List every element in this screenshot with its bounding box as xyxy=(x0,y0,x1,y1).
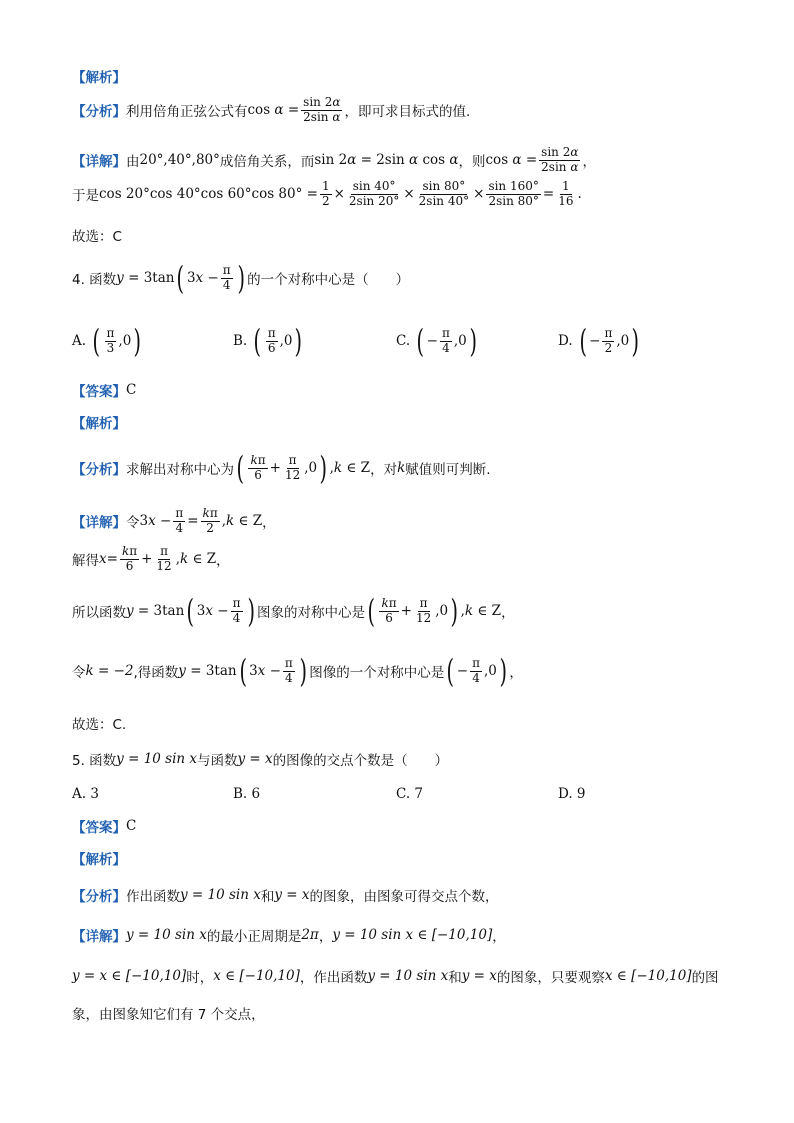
q4-stem-pre: 4. 函数 xyxy=(72,272,117,288)
q4-option-a[interactable]: A. ( $\frac{\pi}{3}$ ,0 ) xyxy=(72,322,142,360)
q5-stem: 5. 函数 y = 10 sin x 与函数 y = x 的图像的交点个数是（ ） xyxy=(72,751,449,769)
q5-option-b[interactable]: B. 6 xyxy=(233,786,261,802)
fraction-pi-4: $\frac{\pi}{4}$ xyxy=(222,262,231,292)
fraction-sin2a-over-2sina: $\frac{\sin 2\alpha}{\text{2sin α}}$ xyxy=(303,95,341,124)
section-label-jiexi: 【解析】 xyxy=(72,70,126,86)
fraction-sin160-2sin80: $\frac{\sin 160^\circ}{2\sin 80^\circ}$ xyxy=(488,179,539,208)
q3-product: cos 20°cos 40°cos 60°cos 80° = xyxy=(99,186,318,203)
fraction-sin2a-over-2sina-2: $\frac{\sin 2\alpha}{\text{2sin α}}$ xyxy=(541,145,579,174)
q3-xiangjie-c: ，则 xyxy=(458,154,486,171)
q5-xiangjie-line2: y = x ∈ [−10,10] 时， x ∈ [−10,10] ，作出函数 y = 10 sin x 和 y = x 的图象，只要观察 x ∈ [−10,10] 的图 xyxy=(72,968,719,986)
q5-xiangjie-line1: 【详解】 y = 10 sin x 的最小正周期是 2π ， y = 10 sin x ∈ [−10,10] ， xyxy=(72,927,506,945)
tag-daan: 【答案】 xyxy=(72,384,126,400)
q5-answer-line: 【答案】 C xyxy=(72,818,137,836)
q4-stem: 4. 函数 y = 3tan ( 3x − $\frac{\pi}{4}$ ) 的一个对称中心是（ ） xyxy=(72,259,410,297)
q5-option-c[interactable]: C. 7 xyxy=(396,786,424,802)
q3-angles: 20°,40°,80° xyxy=(139,152,220,169)
q3-product-line: 于是 cos 20°cos 40°cos 60°cos 80° = $\frac{1}{2}$ × $\frac{\sin 40^\circ}{2\sin 20^\circ}$ × $\frac{\sin 80^\circ}{2\sin 40^\circ}$ × $\frac{\sin 160^\circ}{2\sin 80^\circ}$ = $\frac{1}{16}$ . xyxy=(72,179,582,208)
q4-fenxi-line: 【分析】 求解出对称中心为 ( $\frac{k\pi}{6}$ + $\frac{\pi}{12}$ ,0 ) ,k ∈ Z ，对 k 赋值则可判断. xyxy=(72,449,491,487)
q5-xiangjie-line3: 象，由图象知它们有 7 个交点， xyxy=(72,1007,265,1023)
q4-jiede-line: 解得 x = $\frac{k\pi}{6}$ + $\frac{\pi}{12}$ ,k ∈ Z ， xyxy=(72,544,230,573)
tag-xiangjie: 【详解】 xyxy=(72,154,126,171)
q5-answer: C xyxy=(126,818,137,834)
q3-fenxi-line xyxy=(72,96,470,125)
fraction-1-16: $\frac{1}{16}$ xyxy=(558,179,574,208)
q3-xiangjie-b: 成倍角关系，而 xyxy=(219,154,315,171)
fraction-sin40-2sin20: $\frac{\sin 40^\circ}{2\sin 20^\circ}$ xyxy=(348,179,400,208)
q4-answer: C xyxy=(126,382,137,398)
fraction-1-2: $\frac{1}{2}$ xyxy=(321,179,330,208)
q4-choice: 故选：C. xyxy=(72,717,127,733)
cos-alpha-2: cos α = xyxy=(485,152,538,169)
q4-stem-post: 的一个对称中心是（ ） xyxy=(247,272,410,288)
q3-yushi: 于是 xyxy=(72,188,99,205)
q5-fenxi-line: 【分析】 作出函数 y = 10 sin x 和 y = x 的图象，由图象可得交点个数， xyxy=(72,887,499,905)
q4-answer-line xyxy=(72,380,136,400)
q4-option-d[interactable]: D. ( − $\frac{\pi}{2}$ ,0 ) xyxy=(558,322,640,360)
tag-fenxi: 【分析】 xyxy=(72,104,126,121)
q4-jiexi: 【解析】 xyxy=(72,416,126,432)
double-angle-formula: sin 2α = 2sin α cos α xyxy=(314,152,459,169)
q4-option-c[interactable]: C. ( − $\frac{\pi}{4}$ ,0 ) xyxy=(396,322,477,360)
fraction-sin80-2sin40: $\frac{\sin 80^\circ}{2\sin 40^\circ}$ xyxy=(418,179,470,208)
q4-option-b[interactable]: B. ( $\frac{\pi}{6}$ ,0 ) xyxy=(233,322,303,360)
q3-choice: 故选：C xyxy=(72,229,122,245)
q4-ling-k-line: 令 k = −2 ,得函数 y = 3tan ( 3x − $\frac{\pi}{4}$ ) 图像的一个对称中心是 ( − $\frac{\pi}{4}$ ,0 ) ， xyxy=(72,652,523,690)
q5-option-a[interactable]: A. 3 xyxy=(72,786,99,802)
q5-option-d[interactable]: D. 9 xyxy=(558,786,586,802)
cos-alpha: cos α = xyxy=(247,102,300,119)
q4-xiangjie-line: 【详解】 令 3x − $\frac{\pi}{4}$ = $\frac{k\pi}{2}$ ,k ∈ Z ， xyxy=(72,506,276,535)
q3-fenxi-pre: 利用倍角正弦公式有 xyxy=(126,104,248,121)
q3-fenxi-post: ，即可求目标式的值. xyxy=(344,104,471,121)
q3-xiangjie-a: 由 xyxy=(126,154,140,171)
q4-suoyi-line: 所以函数 y = 3tan ( 3x − $\frac{\pi}{4}$ ) 图象的对称中心是 ( $\frac{k\pi}{6}$ + $\frac{\pi}{12}$ ,0 ) ,k ∈ Z ， xyxy=(72,592,515,630)
q5-jiexi: 【解析】 xyxy=(72,852,126,868)
q3-xiangjie-line: 【详解】 由 20°,40°,80° 成倍角关系，而 sin 2α = 2sin α cos α ，则 cos α = $\frac{\sin 2\alpha}{\text{2sin α}}$ ， xyxy=(72,145,596,174)
